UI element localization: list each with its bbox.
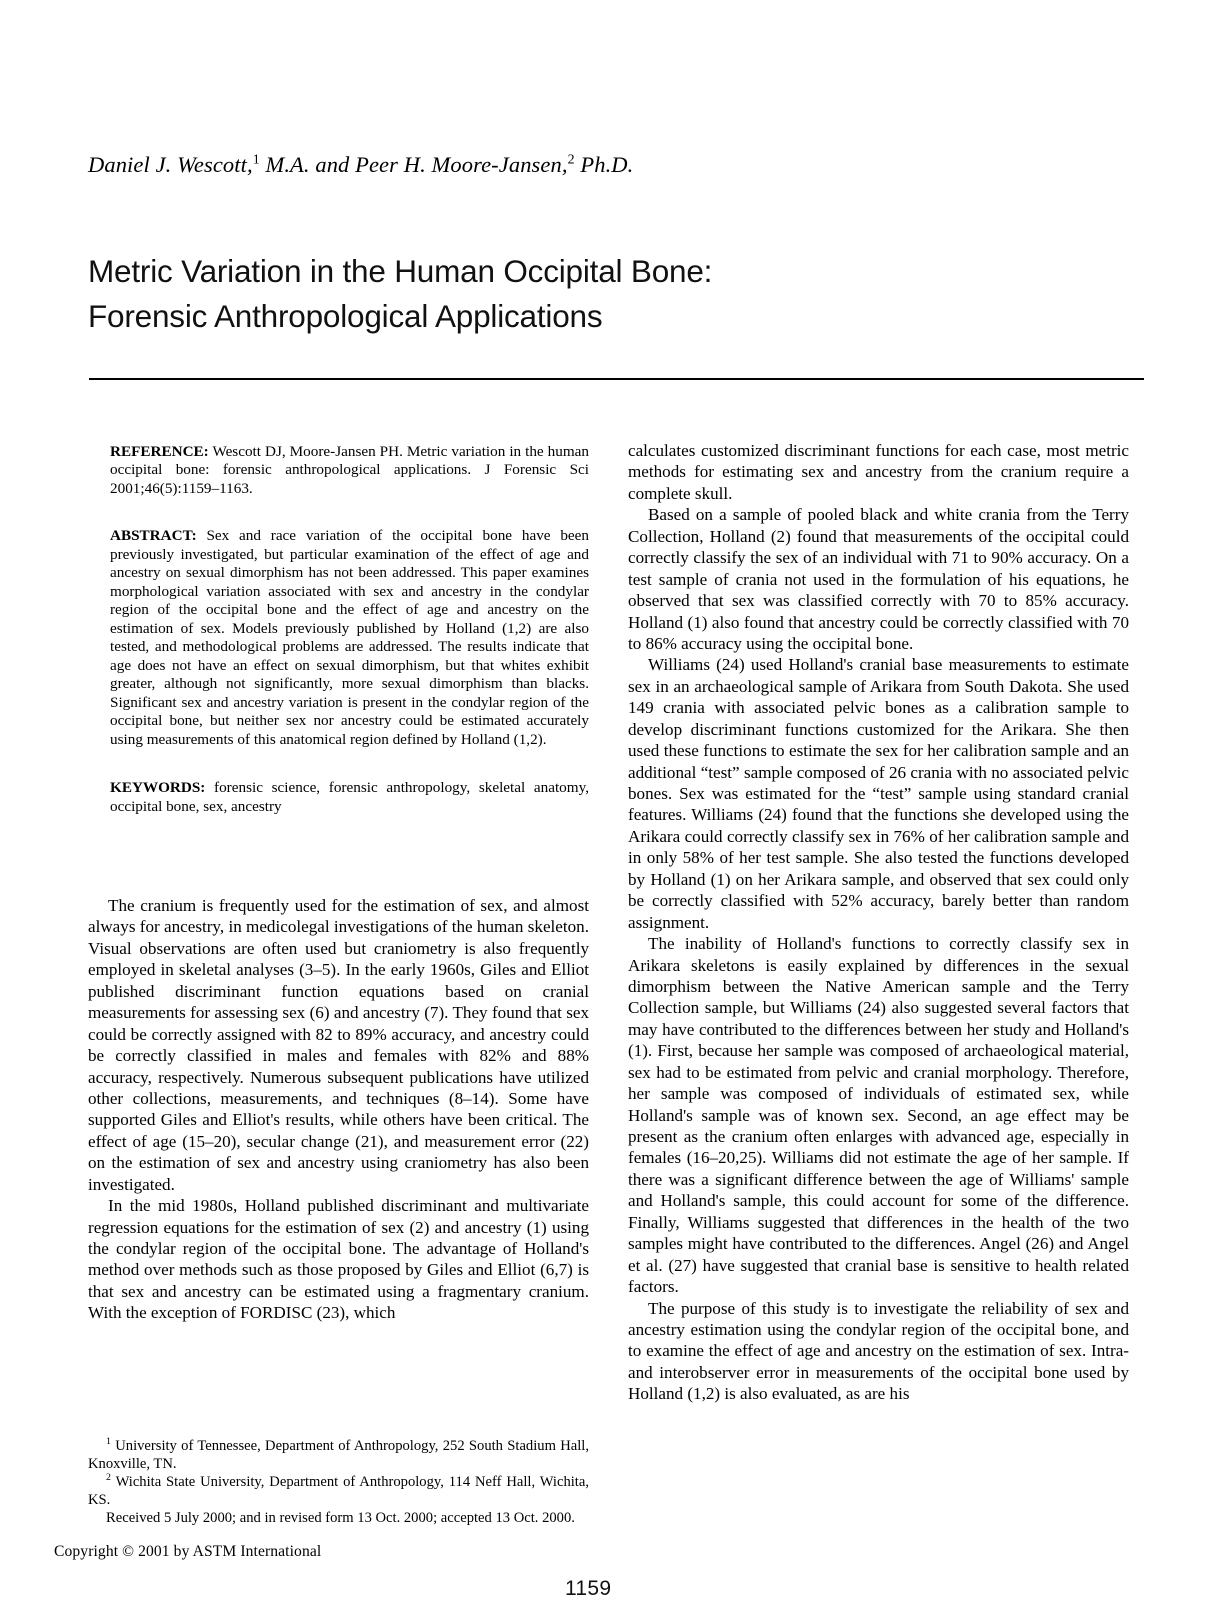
copyright-notice: Copyright © 2001 by ASTM International [54,1543,322,1560]
page-title-line-1: Metric Variation in the Human Occipital Bone: [88,253,713,290]
author-footnote-marker-1: 1 [252,152,260,168]
author-line-part2: M.A. and Peer H. Moore-Jansen, [259,152,568,177]
body-column-left [88,895,589,1324]
paragraph: The inability of Holland's functions to correctly classify sex in Arikara skeletons is easily explained by differences in the sexual dimorphism between the Native American sample and the Terry Collection sample, but Williams (24) also suggested several factors that may have contributed to the differences between her study and Holland's (1). First, because her sample was composed of archaeological material, sex had to be estimated from pelvic and cranial morphology. Therefore, her sample was composed of individuals of estimated sex, while Holland's sample was of known sex. Second, an age effect may be present as the cranium often enlarges with advanced age, especially in females (16–20,25). Williams did not estimate the age of her sample. If there was a significant difference between the age of Williams' sample and Holland's sample, this could account for some of the difference. Finally, Williams suggested that differences in the health of the two samples might have contributed to the differences. Angel (26) and Angel et al. (27) have suggested that cranial base is sensitive to health related factors. [628,934,1129,1297]
abstract-block [110,527,589,749]
author-line-part1: Daniel J. Wescott, [88,152,253,177]
reference-text: Wescott DJ, Moore-Jansen PH. Metric variation in the human occipital bone: forensic anthropological applications. J Forensic Sci 2001;46(5):1159–1163. [110,443,589,497]
paragraph: In the mid 1980s, Holland published discriminant and multivariate regression equations for the estimation of sex (2) and ancestry (1) using the condylar region of the occipital bone. The advantage of Holland's method over methods such as those proposed by Giles and Elliot (6,7) is that sex and ancestry can be estimated using a fragmentary cranium. With the exception of FORDISC (23), which [88,1196,589,1323]
footnote-3: Received 5 July 2000; and in revised form 13 Oct. 2000; accepted 13 Oct. 2000. [106,1510,575,1527]
author-footnote-marker-2: 2 [567,152,575,168]
reference-label: REFERENCE: [110,443,209,460]
page-number: 1159 [565,1577,612,1600]
keywords-block [110,779,589,816]
paragraph: Williams (24) used Holland's cranial base measurements to estimate sex in an archaeological sample of Arikara from South Dakota. She used 149 crania with associated pelvic bones as a calibration sample to develop discriminant functions customized for the Arikara. She then used these functions to estimate the sex for her calibration sample and an additional “test” sample composed of 26 crania with no associated pelvic bones. Sex was estimated for the “test” sample using standard cranial features. Williams (24) found that the functions she developed using the Arikara could correctly classify sex in 76% of her calibration sample and in only 58% of her test sample. She also tested the functions developed by Holland (1) on her Arikara sample, and observed that sex could only be correctly classified with 52% accuracy, barely better than random assignment. [628,655,1129,932]
reference-block [110,443,589,498]
page-title-line-2: Forensic Anthropological Applications [88,297,603,334]
paragraph: Based on a sample of pooled black and white crania from the Terry Collection, Holland (2) found that measurements of the occipital could correctly classify the sex of an individual with 71 to 90% accuracy. On a test sample of crania not used in the formulation of his equations, he observed that sex was classified correctly with 70 to 85% accuracy. Holland (1) also found that ancestry could be correctly classified with 70 to 86% accuracy using the occipital bone. [628,505,1129,653]
paragraph: The purpose of this study is to investigate the reliability of sex and ancestry estimation using the condylar region of the occipital bone, and to examine the effect of age and ancestry on the estimation of sex. Intra- and interobserver error in measurements of the occipital bone used by Holland (1,2) is also evaluated, as are his [628,1298,1129,1404]
footnote-2 [88,1473,589,1509]
abstract-label: ABSTRACT: [110,527,197,545]
paragraph: The cranium is frequently used for the estimation of sex, and almost always for ancestry, in medicolegal investigations of the human skeleton. Visual observations are often used but craniometry is also frequently employed in skeletal analyses (3–5). In the early 1960s, Giles and Elliot published discriminant function equations based on cranial measurements for assessing sex (6) and ancestry (7). They found that sex could be correctly assigned with 82 to 89% accuracy, and ancestry could be correctly classified in males and females with 82% and 88% accuracy, respectively. Numerous subsequent publications have utilized other collections, measurements, and techniques (8–14). Some have supported Giles and Elliot's results, while others have been critical. The effect of age (15–20), secular change (21), and measurement error (22) on the estimation of sex and ancestry using craniometry has also been investigated. [88,896,589,1194]
footnote-marker-1: 1 [106,1436,111,1448]
footnote-2-text: Wichita State University, Department of Anthropology, 114 Neff Hall, Wichita, KS. [88,1474,589,1509]
page-title [88,249,1088,338]
spacer [110,498,589,527]
footnote-1 [88,1437,589,1473]
frontmatter-block [110,443,589,816]
header-divider [89,378,1144,380]
author-line [88,152,1128,178]
footnote-block [88,1437,589,1527]
keywords-label: KEYWORDS: [110,779,206,797]
footnote-marker-2: 2 [106,1472,111,1484]
author-line-part3: Ph.D. [574,152,634,177]
spacer [110,749,589,779]
abstract-text: Sex and race variation of the occipital bone have been previously investigated, but particular examination of the effect of age and ancestry on sexual dimorphism has not been addressed. This paper examines morphological variation associated with sex and ancestry in the condylar region of the occipital bone and the effect of age and ancestry on the estimation of sex. Models previously published by Holland (1,2) are also tested, and methodological problems are addressed. The results indicate that age does not have an effect on sexual dimorphism, but that whites exhibit greater, although not significantly, more sexual dimorphism than blacks. Significant sex and ancestry variation is present in the condylar region of the occipital bone, but neither sex nor ancestry could be estimated accurately using measurements of this anatomical region defined by Holland (1,2). [110,527,589,748]
keywords-text: forensic science, forensic anthropology, skeletal anatomy, occipital bone, sex, ancestry [110,779,589,815]
paragraph: calculates customized discriminant functions for each case, most metric methods for estimating sex and ancestry from the cranium require a complete skull. [628,441,1129,503]
body-column-right [628,440,1129,1405]
footnote-1-text: University of Tennessee, Department of Anthropology, 252 South Stadium Hall, Knoxville, TN. [88,1438,589,1473]
